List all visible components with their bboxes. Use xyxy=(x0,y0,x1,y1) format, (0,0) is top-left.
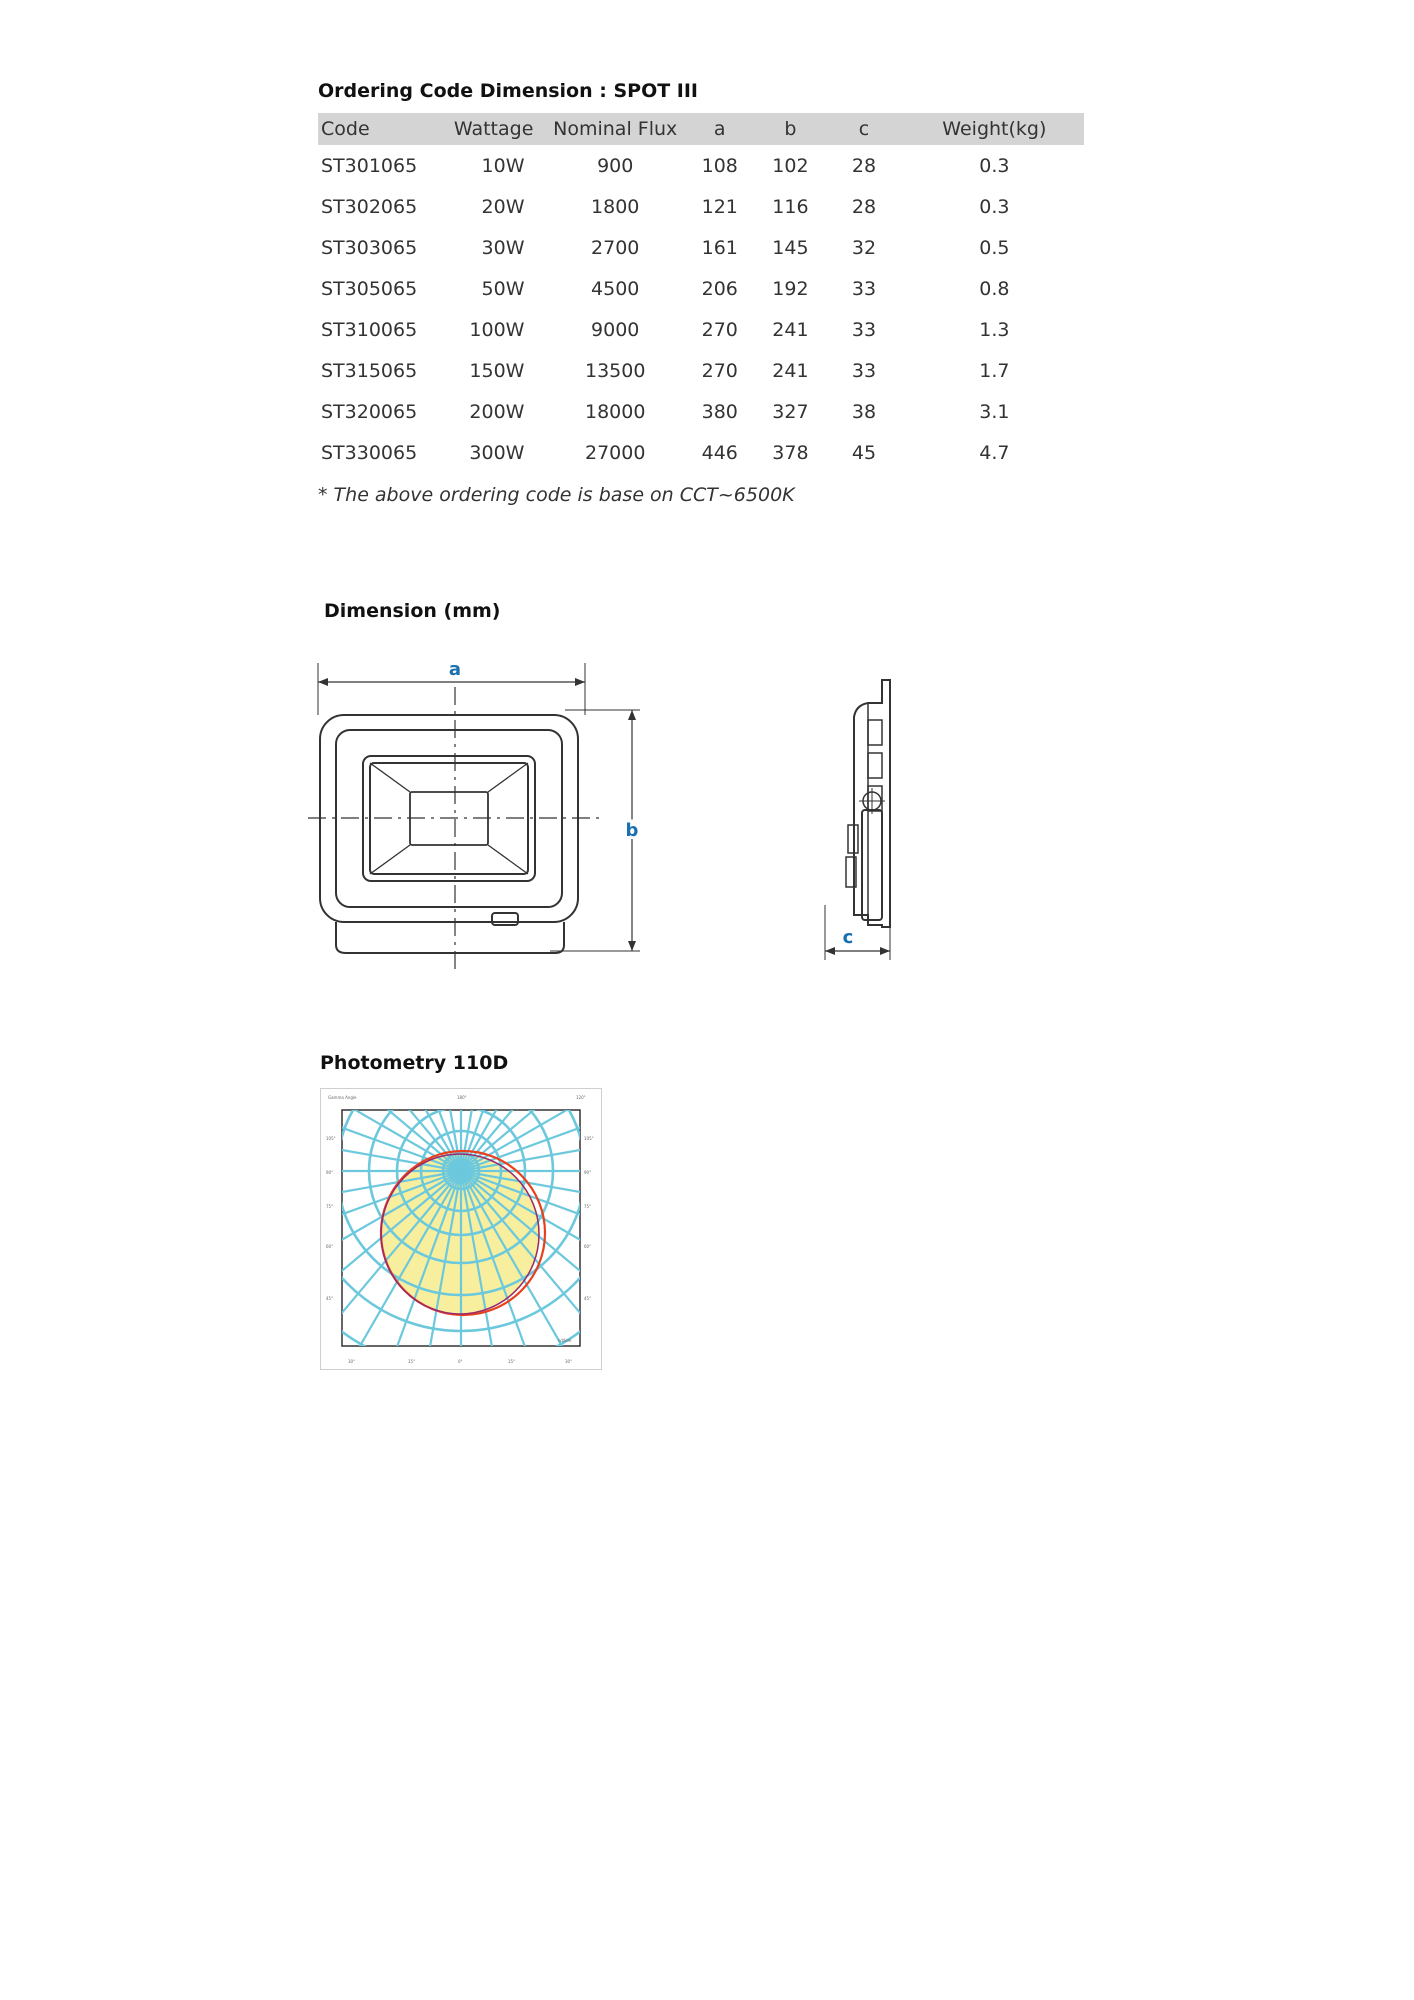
table-cell-a: 108 xyxy=(701,154,738,177)
table-cell-wattage: 10W xyxy=(481,154,525,177)
table-cell-c: 28 xyxy=(851,154,877,177)
table-cell-wattage: 20W xyxy=(481,195,525,218)
table-cell-a: 446 xyxy=(701,441,738,464)
table-cell-a: 121 xyxy=(701,195,738,218)
table-cell-weight: 0.3 xyxy=(979,154,1010,177)
table-cell-a: 270 xyxy=(701,318,738,341)
table-row xyxy=(318,432,1084,473)
table-cell-weight: 0.5 xyxy=(979,236,1010,259)
table-cell-code: ST315065 xyxy=(321,359,418,382)
table-cell-flux: 4500 xyxy=(591,277,640,300)
svg-text:30°: 30° xyxy=(565,1359,573,1364)
table-cell-c: 38 xyxy=(851,400,877,423)
table-row xyxy=(318,268,1084,309)
dimension-a-label: a xyxy=(448,659,462,680)
table-cell-b: 102 xyxy=(772,154,809,177)
table-cell-a: 206 xyxy=(701,277,738,300)
table-cell-flux: 13500 xyxy=(584,359,646,382)
table-cell-b: 241 xyxy=(772,318,809,341)
table-cell-a: 161 xyxy=(701,236,738,259)
table-cell-wattage: 50W xyxy=(481,277,525,300)
table-cell-flux: 2700 xyxy=(591,236,640,259)
table-cell-flux: 9000 xyxy=(591,318,640,341)
svg-text:180°: 180° xyxy=(457,1095,467,1100)
photometry-title: Photometry 110D xyxy=(320,1052,509,1074)
table-cell-code: ST302065 xyxy=(321,195,418,218)
table-cell-weight: 3.1 xyxy=(979,400,1010,423)
table-cell-c: 33 xyxy=(851,359,877,382)
table-cell-code: ST305065 xyxy=(321,277,418,300)
ordering-table xyxy=(318,113,1084,473)
svg-text:0°: 0° xyxy=(458,1359,463,1364)
table-cell-c: 28 xyxy=(851,195,877,218)
table-cell-b: 192 xyxy=(772,277,809,300)
front-view-drawing xyxy=(300,655,640,975)
col-wattage-header: Wattage xyxy=(439,113,549,145)
col-a-header: a xyxy=(682,113,758,145)
table-cell-c: 45 xyxy=(851,441,877,464)
ordering-title: Ordering Code Dimension : SPOT III xyxy=(318,80,698,102)
table-cell-code: ST310065 xyxy=(321,318,418,341)
table-row xyxy=(318,309,1084,350)
table-cell-weight: 0.8 xyxy=(979,277,1010,300)
table-cell-weight: 1.7 xyxy=(979,359,1010,382)
table-cell-b: 327 xyxy=(772,400,809,423)
svg-text:45°: 45° xyxy=(326,1296,334,1301)
svg-text:15°: 15° xyxy=(508,1359,516,1364)
table-cell-code: ST301065 xyxy=(321,154,418,177)
table-cell-code: ST320065 xyxy=(321,400,418,423)
svg-text:90°: 90° xyxy=(326,1170,334,1175)
table-cell-a: 270 xyxy=(701,359,738,382)
table-cell-wattage: 300W xyxy=(469,441,525,464)
photometry-diagram xyxy=(320,1088,602,1370)
table-cell-b: 241 xyxy=(772,359,809,382)
table-header-row xyxy=(318,113,1084,145)
col-c-header: c xyxy=(823,113,904,145)
table-cell-c: 33 xyxy=(851,318,877,341)
table-cell-wattage: 200W xyxy=(469,400,525,423)
ordering-note: * The above ordering code is base on CCT~6500K xyxy=(318,484,795,506)
col-b-header: b xyxy=(758,113,824,145)
svg-text:30°: 30° xyxy=(348,1359,356,1364)
table-cell-a: 380 xyxy=(701,400,738,423)
table-cell-b: 145 xyxy=(772,236,809,259)
col-flux-header: Nominal Flux xyxy=(548,113,681,145)
side-view-drawing xyxy=(820,675,900,965)
table-row xyxy=(318,227,1084,268)
table-cell-flux: 900 xyxy=(597,154,634,177)
table-cell-wattage: 150W xyxy=(469,359,525,382)
table-cell-b: 116 xyxy=(772,195,809,218)
table-row xyxy=(318,391,1084,432)
dimension-c-label: c xyxy=(842,927,854,948)
table-cell-flux: 27000 xyxy=(584,441,646,464)
table-cell-flux: 18000 xyxy=(584,400,646,423)
svg-text:Gamma Angle: Gamma Angle xyxy=(328,1095,357,1100)
svg-text:75°: 75° xyxy=(584,1204,592,1209)
svg-text:105°: 105° xyxy=(584,1136,594,1141)
svg-text:45°: 45° xyxy=(584,1296,592,1301)
dimension-title: Dimension (mm) xyxy=(324,600,501,622)
table-row xyxy=(318,186,1084,227)
svg-text:90°: 90° xyxy=(584,1170,592,1175)
svg-text:75°: 75° xyxy=(326,1204,334,1209)
table-cell-weight: 1.3 xyxy=(979,318,1010,341)
col-weight-header: Weight(kg) xyxy=(905,113,1084,145)
svg-text:15°: 15° xyxy=(408,1359,416,1364)
table-cell-weight: 4.7 xyxy=(979,441,1010,464)
col-code-header: Code xyxy=(318,113,439,145)
svg-text:120°: 120° xyxy=(576,1095,586,1100)
svg-text:cd/klm: cd/klm xyxy=(558,1338,572,1343)
table-cell-code: ST303065 xyxy=(321,236,418,259)
svg-text:60°: 60° xyxy=(584,1244,592,1249)
table-cell-flux: 1800 xyxy=(591,195,640,218)
table-cell-wattage: 100W xyxy=(469,318,525,341)
table-cell-c: 32 xyxy=(851,236,877,259)
table-row xyxy=(318,350,1084,391)
table-row xyxy=(318,145,1084,186)
svg-text:105°: 105° xyxy=(326,1136,336,1141)
table-cell-b: 378 xyxy=(772,441,809,464)
table-cell-weight: 0.3 xyxy=(979,195,1010,218)
dimension-b-label: b xyxy=(625,820,639,841)
table-cell-c: 33 xyxy=(851,277,877,300)
svg-text:60°: 60° xyxy=(326,1244,334,1249)
table-cell-code: ST330065 xyxy=(321,441,418,464)
table-cell-wattage: 30W xyxy=(481,236,525,259)
